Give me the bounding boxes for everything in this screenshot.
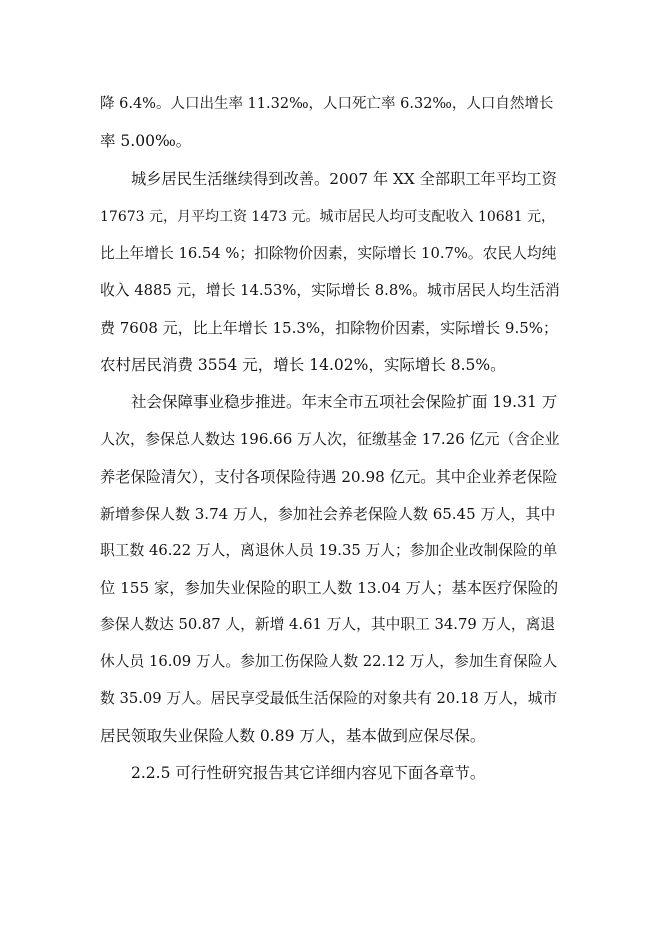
paragraph-first-line: 城乡居民生活继续得到改善。2007 年 XX 全部职工年平均工资 bbox=[131, 170, 557, 188]
text-line: 人次，参保总人数达 196.66 万人次，征缴基金 17.26 亿元（含企业 bbox=[100, 430, 560, 448]
text-line: 居民领取失业保险人数 0.89 万人，基本做到应保尽保。 bbox=[100, 727, 486, 745]
text-line: 新增参保人数 3.74 万人，参加社会养老保险人数 65.45 万人，其中 bbox=[100, 505, 556, 523]
text-line: 休人员 16.09 万人。参加工伤保险人数 22.12 万人，参加生育保险人 bbox=[100, 653, 558, 670]
text-line: 位 155 家，参加失业保险的职工人数 13.04 万人；基本医疗保险的 bbox=[100, 579, 559, 597]
section-note: 2.2.5 可行性研究报告其它详细内容见下面各章节。 bbox=[131, 764, 486, 782]
text-line: 职工数 46.22 万人，离退休人员 19.35 万人；参加企业改制保险的单 bbox=[100, 542, 558, 559]
text-line: 率 5.00‰。 bbox=[100, 132, 192, 150]
text-line: 参保人数达 50.87 人，新增 4.61 万人，其中职工 34.79 万人，离退 bbox=[100, 616, 556, 633]
text-line: 费 7608 元，比上年增长 15.3%，扣除物价因素，实际增长 9.5%； bbox=[100, 319, 559, 337]
paragraph-first-line: 社会保障事业稳步推进。年末全市五项社会保险扩面 19.31 万 bbox=[131, 393, 558, 411]
text-line: 降 6.4%。人口出生率 11.32‰，人口死亡率 6.32‰，人口自然增长 bbox=[100, 96, 554, 112]
text-line: 收入 4885 元，增长 14.53%，实际增长 8.8%。城市居民人均生活消 bbox=[100, 282, 560, 299]
text-line: 养老保险清欠），支付各项保险待遇 20.98 亿元。其中企业养老保险 bbox=[100, 468, 558, 486]
text-line: 数 35.09 万人。居民享受最低生活保险的对象共有 20.18 万人，城市 bbox=[100, 690, 558, 707]
text-line: 比上年增长 16.54 %；扣除物价因素，实际增长 10.7%。农民人均纯 bbox=[100, 245, 557, 262]
text-line: 17673 元，月平均工资 1473 元。城市居民人均可支配收入 10681 元， bbox=[100, 209, 555, 225]
text-line: 农村居民消费 3554 元，增长 14.02%，实际增长 8.5%。 bbox=[100, 356, 506, 374]
